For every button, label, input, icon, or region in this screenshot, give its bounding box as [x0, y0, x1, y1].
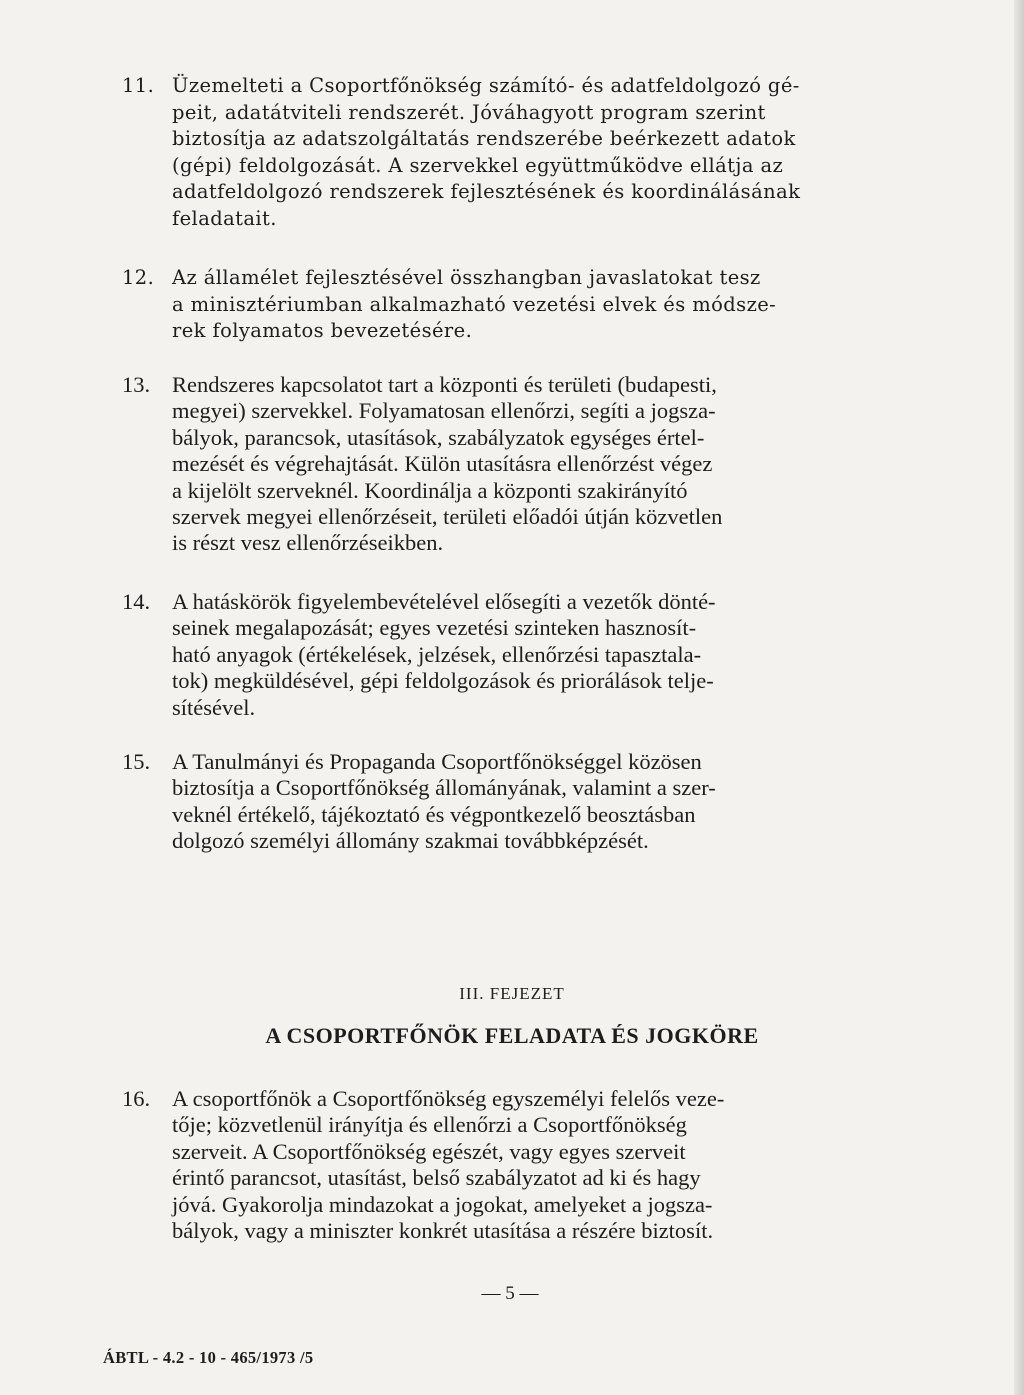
paragraph-body: [172, 1086, 904, 1244]
text-line: ható anyagok (értékelések, jelzések, ellenőrzési tapasztala-: [172, 641, 702, 667]
text-line: Rendszeres kapcsolatot tart a központi és területi (budapesti,: [172, 372, 717, 397]
chapter-title: A CSOPORTFŐNÖK FELADATA ÉS JOGKÖRE: [265, 1023, 759, 1048]
text-line: biztosítja az adatszolgáltatás rendszerébe beérkezett adatok: [172, 127, 796, 150]
paragraph-body: [172, 265, 904, 345]
paragraph-number: 11.: [122, 74, 155, 97]
text-line: szerveit. A Csoportfőnökség egészét, vagy egyes szerveit: [172, 1138, 686, 1164]
text-line: bályok, parancsok, utasítások, szabályzatok egységes értel-: [172, 424, 705, 450]
text-line: szervek megyei ellenőrzéseit, területi előadói útján közvetlen: [172, 504, 723, 530]
text-line: rek folyamatos bevezetésére.: [172, 319, 473, 342]
text-line: megyei) szervekkel. Folyamatosan ellenőrzi, segíti a jogsza-: [172, 398, 716, 424]
paragraph-number: 15.: [122, 749, 151, 774]
text-line: seinek megalapozását; egyes vezetési szinteken hasznosít-: [172, 615, 697, 641]
text-line: is részt vesz ellenőrzéseikben.: [172, 530, 444, 556]
paragraph-number: 14.: [122, 589, 151, 614]
paragraph-body: [172, 589, 904, 721]
paragraph-number: 16.: [122, 1086, 151, 1111]
page-edge-shadow: [1014, 0, 1024, 1395]
paragraph-body: [172, 73, 904, 232]
paragraph-number: 13.: [122, 372, 151, 397]
text-line: feladatait.: [172, 206, 277, 230]
paragraph-body: [172, 749, 904, 855]
page-number: — 5 —: [481, 1283, 539, 1304]
paragraph-body: [172, 372, 904, 557]
text-line: A Tanulmányi és Propaganda Csoportfőnökséggel közösen: [172, 749, 702, 774]
text-line: veknél értékelő, tájékoztató és végpontkezelő beosztásban: [172, 801, 696, 827]
text-line: peit, adatátviteli rendszerét. Jóváhagyott program szerint: [172, 100, 766, 124]
text-line: a minisztériumban alkalmazható vezetési elvek és módsze-: [172, 292, 777, 316]
text-line: biztosítja a Csoportfőnökség állományának, valamint a szer-: [172, 775, 716, 801]
text-line: sítésével.: [172, 694, 256, 720]
text-line: tok) megküldésével, gépi feldolgozások és priorálások telje-: [172, 668, 714, 694]
text-line: A csoportfőnök a Csoportfőnökség egyszemélyi felelős veze-: [172, 1086, 725, 1111]
text-line: adatfeldolgozó rendszerek fejlesztésének és koordinálásának: [172, 180, 801, 203]
chapter-label: III. FEJEZET: [459, 984, 565, 1003]
text-line: A hatáskörök figyelembevételével elősegíti a vezetők dönté-: [172, 589, 716, 614]
text-line: jóvá. Gyakorolja mindazokat a jogokat, amelyeket a jogsza-: [172, 1191, 713, 1217]
text-line: dolgozó személyi állomány szakmai továbbképzését.: [172, 828, 649, 854]
text-line: mezését és végrehajtását. Külön utasításra ellenőrzést végez: [172, 451, 713, 477]
text-line: (gépi) feldolgozását. A szervekkel együttműködve ellátja az: [172, 153, 784, 177]
text-line: Üzemelteti a Csoportfőnökség számító- és adatfeldolgozó gé-: [172, 74, 800, 97]
text-line: Az államélet fejlesztésével összhangban javaslatokat tesz: [172, 266, 761, 289]
text-line: a kijelölt szerveknél. Koordinálja a központi szakirányító: [172, 477, 688, 503]
paragraph-number: 12.: [122, 266, 155, 289]
text-line: bályok, vagy a miniszter konkrét utasítása a részére biztosít.: [172, 1218, 714, 1244]
text-line: tője; közvetlenül irányítja és ellenőrzi a Csoportfőnökség: [172, 1112, 687, 1138]
text-line: érintő parancsot, utasítást, belső szabályzatot ad ki és hagy: [172, 1165, 701, 1191]
archive-reference: ÁBTL - 4.2 - 10 - 465/1973 /5: [103, 1348, 314, 1367]
